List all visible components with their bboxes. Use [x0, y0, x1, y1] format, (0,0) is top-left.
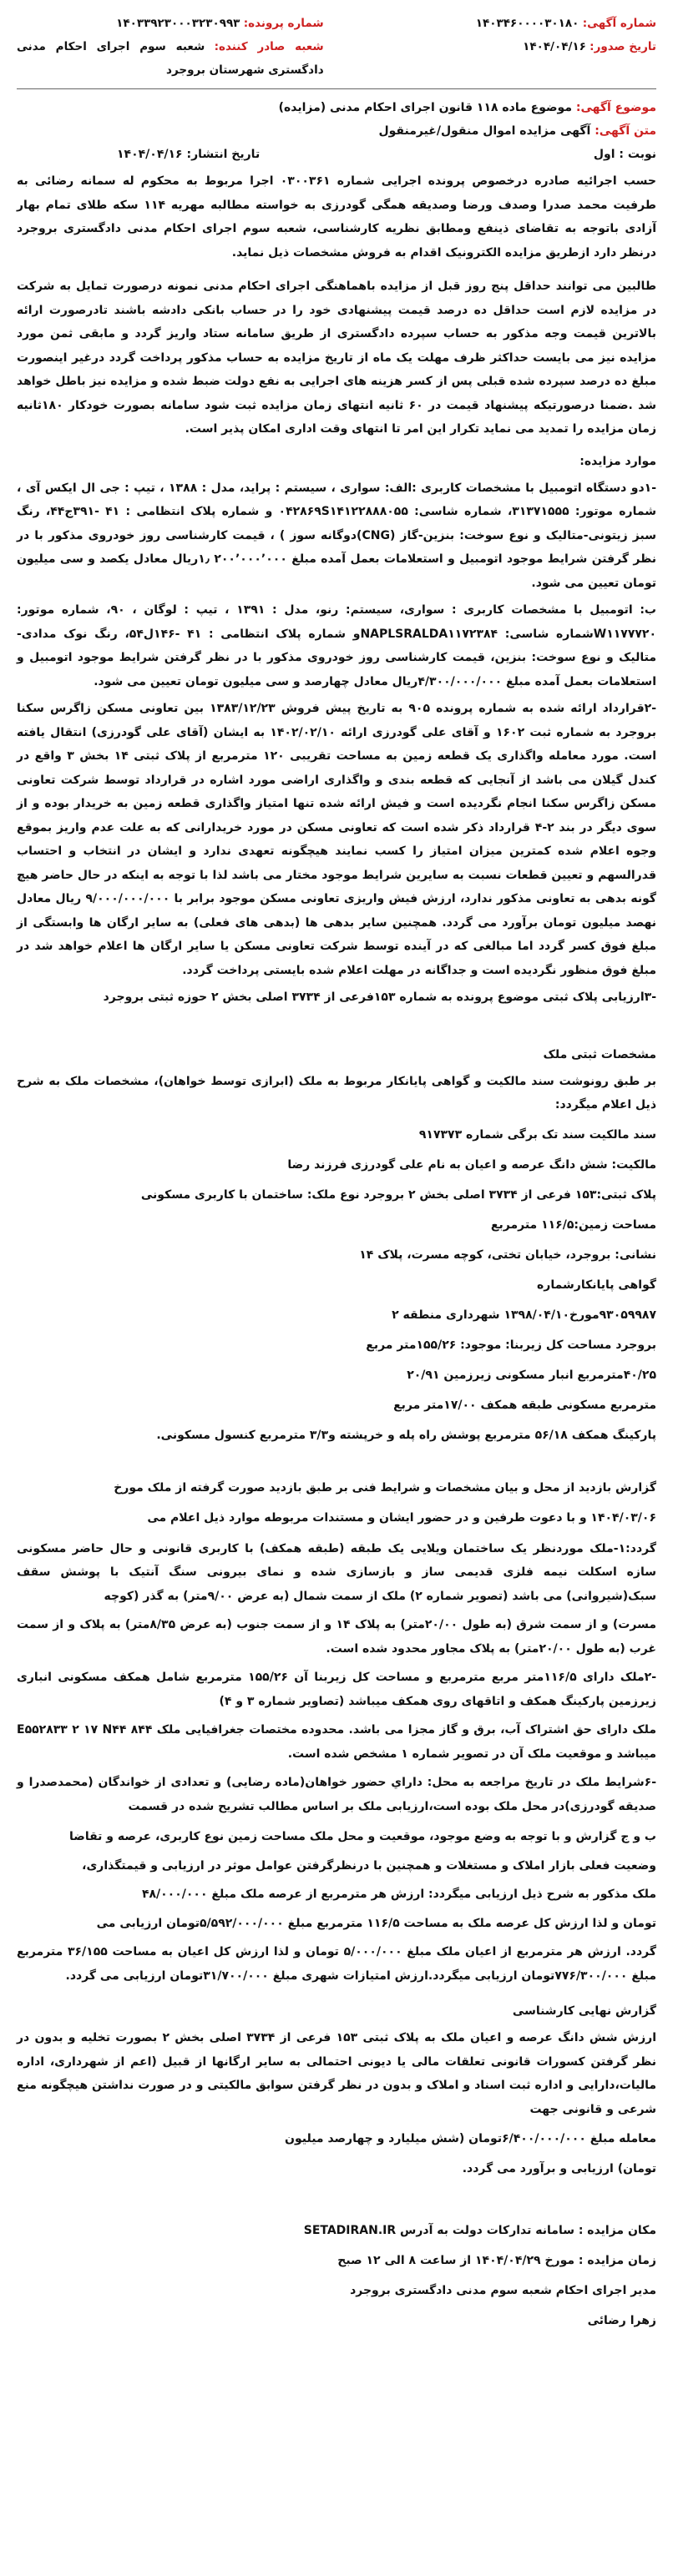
spacer	[17, 1010, 656, 1035]
header-right-col	[349, 12, 656, 58]
registry-owner: مالکیت: شش دانگ عرصه و اعیان به نام علی گودرزی فرزند رضا	[287, 1157, 656, 1172]
parking-area: پارکینگ همکف ۵۶/۱۸ مترمربع پوشش راه پله و خرپشته و۳/۳ مترمربع کنسول مسکونی.	[156, 1428, 656, 1442]
round-value: اول	[593, 148, 615, 161]
issuer-row	[17, 35, 324, 82]
case-number-label: شماره پرونده:	[243, 17, 324, 30]
visit-item-1b: مسرت) و از سمت شرق (به طول ۲۰/۰۰متر) به پلاک ۱۴ و از سمت جنوب (به عرض ۸/۳۵متر) به پلاک و از سمت غرب (به طول ۲۰/۰۰متر) به پلاک مجاور محدود شده است.	[17, 1618, 656, 1656]
conditions-paragraph: طالبین می توانند حداقل پنج روز قبل از مزایده باهماهنگی اجرای احکام مدنی نمونه درصورت تمایل به شرکت در مزایده لازم است حداقل ده درصد قیمت پیشنهادی خود را در حساب بانکی دادشه باشند تادرصورت ارائه بالاترین قیمت وجه مذکور به حساب سپرده دادگستری از طریق سامانه ستاد واریز گردد و مابقی ثمن مورد مزایده نیز می بایست حداکثر ظرف مهلت یک ماه از تاریخ مزایده به حساب مذکور پرداخت گردد درغیر اینصورت مبلغ ده درصد سپرده شده قبلی پس از کسر هزینه های اجرایی به نفع دولت ضبط شده و مزایده نیز باطل خواهد شد .ضمنا درصورتیکه پیشنهاد قیمت در ۶۰ ثانیه انتهای زمان مزایده ثبت شود سامانه بصورت خودکار ۱۸۰ثانیه زمان مزایده را تمدید می نماید تکرار این امر تا انتهای وقت اداری امکان پذیر است.	[17, 280, 656, 436]
issuer-label: شعبه صادر کننده:	[214, 40, 324, 53]
publish-date	[117, 143, 260, 166]
warehouse-area: ۴۰/۲۵مترمربع انبار مسکونی زیرزمین ۲۰/۹۱	[407, 1368, 656, 1382]
completion-heading: گواهی پایانکارشماره	[537, 1278, 656, 1292]
visit-item-2: -۲ملک دارای ۱۱۶/۵متر مربع مترمربع و مساحت کل زیربنا آن ۱۵۵/۲۶ مترمربع شامل همکف مسکونی انباری زیرزمین پارکینگ همکف و اتاقهای روی همکف میباشد (تصاویر شماره ۳ و ۴)	[17, 1671, 656, 1708]
notice-header	[17, 12, 656, 82]
visit-item-6: وضعیت فعلی بازار املاک و مستغلات و همچنین با درنظرگرفتن عوامل موثر در ارزیابی و قیمتگذاری،	[82, 1858, 656, 1873]
visit-intro: گزارش بازدید از محل و بیان مشخصات و شرایط فنی بر طبق بازدید صورت گرفته از ملک مورخ	[114, 1480, 656, 1495]
round	[594, 143, 656, 166]
visit-item-1: گردد:۱-ملک موردنظر یک ساختمان ویلایی یک طبقه (طبقه همکف) با کاربری قانونی و حال حاضر مسکونی سازه اسکلت نیمه فلزی قدیمی ساز و بازسازی شده و نمای بیرونی سنگ آنتیک با پوشش سقف سبک(شیروانی) می باشد (تصویر شماره ۲) ملک از سمت شمال (به عرض ۹/۰۰متر) به گذر (کوچه	[17, 1541, 656, 1603]
item-house-contract: -۲قرارداد ارائه شده به شماره پرونده ۹۰۵ به تاریخ پیش فروش ۱۳۸۳/۱۲/۲۳ بین تعاونی مسکن زاگرس سکنا بروجرد به شماره ثبت ۱۶۰۲ و آقای علی گودرزی ارائه ۱۴۰۲/۰۲/۱۰ به ایشان (آقای علی گودرزی) انتقال یافته است. مورد معامله واگذاری یک قطعه زمین به مساحت تقریبی ۱۲۰ مترمربع از پلاک ثبتی ۱۴ بخش ۳ واقع در کندل گیلان می باشد از آنجایی که قطعه بندی و واگذاری اراضی مورد اشاره در قرارداد توسط شرکت تعاونی مسکن زاگرس سکنا انجام نگردیده است و فیش ارائه شده تنها امتیاز واگذاری قطعه زمین به خریدار بوده و از سوی دیگر در بند ۲-۴ قرارداد ذکر شده است که تعاونی مسکن در مورد خریدارانی که به علت عدم واریز بموقع وجوه اعلام شده کمترین میزان امتیاز را کسب نمایند هیچگونه تعهدی ندارد و ایشان در انتخاب و احتساب قدرالسهم و تعیین قطعات نسبت به سایرین شرایط موجود مختار می باشد لذا با توجه به اینکه در حال حاضر هیچ گونه بدهی به تعاونی مذکور ندارد، ارزش فیش واریزی تعاونی مسکن موجود برابر با ۹/۰۰۰/۰۰۰/۰۰۰ ریال معادل نهصد میلیون تومان برآورد می گردد. همچنین سایر بدهی ها (بدهی های فعلی) به سایر ارگان ها وابستگی از مبلغ فوق کسر گردد اما مبالغی که در آینده توسط شرکت تعاونی مسکن یا سایر ارگان ها اعلام خواهد شد در مبلغ فوق منظور نگردیده است و جداگانه در مهلت اعلام شده بایستی پرداخت گردد.	[17, 702, 657, 977]
item-car-2: ب: اتومبیل با مشخصات کاربری : سواری، سیستم: رنو، مدل : ۱۳۹۱ ، تیپ : لوگان ، ۹۰، شماره موتور: W۱۱۷۷۷۲۰شماره شاسی: NAPLSRALDA۱۱۷۲۳۸۴و شماره پلاک انتظامی : ۴۱ -۱۴۶ل۵۴، رنگ نوک مدادی-متالیک و نوع سوخت: بنزین، قیمت کارشناسی روز خودروی مذکور با در نظر گرفتن شرایط موجود اتومبیل و استعلامات بعمل آمده مبلغ ۴/۳۰۰/۰۰۰/۰۰۰ریال معادل چهارصد و سی میلیون تومان تعیین می شود.	[17, 603, 657, 688]
registry-deed: سند مالکیت سند تک برگی شماره ۹۱۷۳۷۳	[418, 1127, 656, 1142]
items-heading: موارد مزایده:	[579, 454, 656, 468]
completion-number: ۹۳۰۵۹۹۸۷مورخ۱۳۹۸/۰۴/۱۰ شهرداری منطقه ۲	[392, 1308, 656, 1322]
registry-intro: بر طبق رونوشت سند مالکیت و گواهی پایانکار مربوط به ملک (ابرازی توسط خواهان)، مشخصات ملک به شرح ذیل اعلام میگردد:	[17, 1074, 656, 1112]
publish-label: تاریخ انتشار:	[186, 148, 261, 161]
round-publish-row	[17, 143, 656, 166]
item-car-1: -۱دو دستگاه اتومبیل با مشخصات کاربری :الف: سواری ، سیستم : پراید، مدل : ۱۳۸۸ ، تیپ : جی ال ایکس آی ، شماره موتور: ۳۱۳۷۱۵۵۵، شماره شاسی: ۰۴۲۸۶۹S۱۴۱۲۲۸۸۸۰۵۵ و شماره پلاک انتظامی : ۴۱ -۳۹۱ج۴۴، رنگ سبز زیتونی-متالیک و نوع سوخت: بنزین-گاز (CNG)دوگانه سوز ) ، قیمت کارشناسی روز خودروی مذکور با در نظر گرفتن شرایط موجود اتومبیل و استعلامات بعمل آمده مبلغ ۲۰۰٬۰۰۰٬۰۰۰ ۱٫ریال معادل یکصد و سی میلیون تومان تعیین می شود.	[17, 481, 657, 590]
visit-item-8: تومان و لذا ارزش کل عرصه ملک به مساحت ۱۱۶/۵ مترمربع مبلغ ۵/۵۹۲/۰۰۰/۰۰۰تومان ارزیابی می	[96, 1916, 656, 1930]
text-title-label: متن آگهی:	[595, 124, 656, 138]
auction-venue-url: SETADIRAN.IR	[303, 2224, 397, 2237]
notice-number-row	[349, 12, 656, 35]
visit-item-9: گردد. ارزش هر مترمربع از اعیان ملک مبلغ ۵/۰۰۰/۰۰۰ تومان و لذا ارزش کل اعیان به مساحت ۳۶/۱۵۵ مترمربع مبلغ ۷۷۶/۳۰۰/۰۰۰تومان ارزیابی میگردد.ارزش امتیازات شهری مبلغ ۳۱/۷۰۰/۰۰۰تومان ارزیابی می گردد.	[17, 1945, 657, 1983]
subject-row	[17, 96, 656, 119]
publish-value: ۱۴۰۴/۰۴/۱۶	[117, 148, 183, 161]
notice-number: ۱۴۰۳۴۶۰۰۰۰۳۰۱۸۰	[475, 17, 579, 30]
text-title-row	[17, 119, 656, 143]
registry-heading: مشخصات ثبتی ملک	[543, 1047, 656, 1061]
issue-date-label: تاریخ صدور:	[590, 40, 656, 53]
case-number-row	[17, 12, 324, 35]
visit-date-line: ۱۴۰۴/۰۳/۰۶ و با دعوت طرفین و در حضور ایشان و مستندات مربوطه موارد ذیل اعلام می	[147, 1511, 656, 1525]
final-heading: گزارش نهایی کارشناسی	[512, 2004, 656, 2018]
issue-date-row	[349, 35, 656, 58]
header-divider	[17, 88, 656, 89]
subject-label: موضوع آگهی:	[575, 101, 656, 114]
registry-land-area: مساحت زمین:۱۱۶/۵ مترمربع	[490, 1217, 656, 1232]
spacer-3	[17, 2181, 656, 2218]
registry-address: نشانی: بروجرد، خیابان تختی، کوچه مسرت، پلاک ۱۴	[359, 1248, 656, 1262]
round-label: نوبت :	[619, 148, 656, 161]
subject-value: موضوع ماده ۱۱۸ قانون اجرای احکام مدنی (مزایده)	[278, 101, 572, 114]
final-text: ارزش شش دانگ عرصه و اعیان ملک به پلاک ثبتی ۱۵۳ فرعی از ۳۷۳۴ اصلی بخش ۲ بصورت تخلیه و بدون در نظر گرفتن کسورات قانونی تعلقات مالی یا دیونی احتمالی به سایر ارگانها از قبیل (اعم از شهرداری، اداره مالیات،دارایی و اداره ثبت اسناد و املاک و بدون در نظر گرفتن سوابق مالکیتی و در صورت نداشتن هیچگونه منع شرعی و قانونی جهت	[17, 2031, 656, 2116]
visit-item-3: ملک دارای حق اشتراک آب، برق و گاز مجزا می باشد. محدوده مختصات جغرافیایی ملک E۵۵۲۸۳۳ ۲ ۱۷ N۴۴ ۸۴۴ میباشد و موقعیت ملک آن در تصویر شماره ۱ مشخص شده است.	[17, 1723, 656, 1761]
item-plaque: -۳ارزیابی پلاک ثبتی موضوع پرونده به شماره ۱۵۳فرعی از ۳۷۳۴ اصلی بخش ۲ حوزه ثبتی بروجرد	[103, 991, 656, 1004]
auction-time: زمان مزایده : مورخ ۱۴۰۴/۰۴/۲۹ از ساعت ۸ الی ۱۲ صبح	[337, 2254, 656, 2267]
intro-paragraph: حسب اجرائیه صادره درخصوص پرونده اجرایی شماره ۰۳۰۰۳۶۱ اجرا مربوط به محکوم له سمانه رضائی به طرفیت محمد صدرا وصدف ورضا وصدیقه همگی گودرزی به خواسته مطالبه مهریه ۱۱۴ سکه طلای تمام بهار آزادی باتوجه به تقاضای ذینفع ومطابق نظریه کارشناسی، شعبه سوم اجرای احکام مدنی دادگستری بروجرد درنظر دارد ازطریق مزایده الکترونیک اقدام به فروش مشخصات ذیل نماید.	[17, 174, 656, 260]
issue-date: ۱۴۰۴/۰۴/۱۶	[523, 40, 586, 53]
spacer-2	[17, 1448, 656, 1473]
issuer: شعبه سوم اجرای احکام مدنی دادگستری شهرستان بروجرد	[17, 40, 324, 77]
case-number: ۱۴۰۳۳۹۲۳۰۰۰۳۲۳۰۹۹۳	[116, 17, 240, 30]
auction-director: مدیر اجرای احکام شعبه سوم مدنی دادگستری بروجرد	[350, 2284, 656, 2297]
visit-item-7: ملک مذکور به شرح ذیل ارزیابی میگردد: ارزش هر مترمربع از عرصه ملک مبلغ ۴۸/۰۰۰/۰۰۰	[141, 1888, 656, 1901]
notice-number-label: شماره آگهی:	[582, 17, 656, 30]
final-closing: تومان) ارزیابی و برآورد می گردد.	[462, 2162, 656, 2175]
text-title-value: آگهی مزایده اموال منقول/غیرمنقول	[378, 124, 591, 138]
building-area: بروجرد مساحت کل زیربنا: موجود: ۱۵۵/۲۶متر مربع	[366, 1338, 656, 1352]
auction-director-name: زهرا رضائی	[587, 2314, 656, 2327]
auction-venue	[17, 2218, 656, 2243]
auction-venue-label: مکان مزایده : سامانه تدارکات دولت به آدرس	[400, 2224, 656, 2237]
residential-area: مترمربع مسکونی طبقه همکف ۱۷/۰۰متر مربع	[393, 1398, 656, 1412]
registry-plaque: پلاک ثبتی:۱۵۳ فرعی از ۳۷۳۴ اصلی بخش ۲ بروجرد نوع ملک: ساختمان با کاربری مسکونی	[140, 1187, 656, 1202]
header-left-col	[17, 12, 324, 82]
final-amount: معامله مبلغ ۶/۴۰۰/۰۰۰/۰۰۰تومان (شش میلیارد و چهارصد میلیون	[285, 2132, 656, 2145]
visit-item-5: ب و ج گزارش و با توجه به وضع موجود، موقعیت و محل ملک مساحت زمین نوع کاربری، عرصه و تقاضا	[69, 1830, 656, 1843]
visit-item-4: -۶شرایط ملک در تاریخ مراجعه به محل: داراي حضور خواهان(ماده رضایی) و تعدادی از خواندگان (محمدصدرا و صدیقه گودرزی)در محل ملک بوده است،ارزیابی ملک بر اساس مطالب تشریح شده در قسمت	[17, 1776, 656, 1813]
